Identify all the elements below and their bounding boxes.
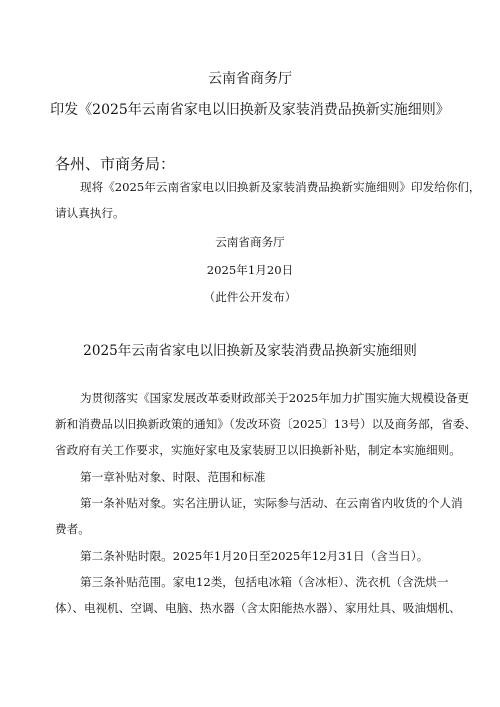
intro-line-2: 新和消费品以旧换新政策的通知》（发改环资〔2025〕13号）以及商务部，省委、 (55, 417, 477, 431)
chapter-heading: 第一章补贴对象、时限、范围和标准 (80, 470, 266, 484)
intro-line-3: 省政府有关工作要求，实施好家电及家装厨卫以旧换新补贴，制定本实施细则。 (55, 443, 461, 457)
notice-paragraph-line-2: 请认真执行。 (55, 206, 125, 220)
rules-title: 2025年云南省家电以旧换新及家装消费品换新实施细则 (83, 343, 417, 359)
article-1-line-2: 费者。 (55, 522, 90, 536)
salutation: 各州、市商务局： (55, 155, 176, 173)
issuer-heading: 云南省商务厅 (208, 71, 292, 87)
publication-note: （此件公开发布） (203, 290, 297, 304)
signature-org: 云南省商务厅 (215, 235, 285, 249)
article-1-line-1: 第一条补贴对象。实名注册认证，实际参与活动、在云南省内收货的个人消 (80, 496, 463, 510)
notice-title: 印发《2025年云南省家电以旧换新及家装消费品换新实施细则》 (50, 102, 450, 118)
notice-paragraph-line-1: 现将《2025年云南省家电以旧换新及家装消费品换新实施细则》印发给你们， (80, 180, 481, 194)
article-3-line-2: 体）、电视机、空调、电脑、热水器（含太阳能热水器）、家用灶具、吸油烟机、 (55, 601, 461, 615)
intro-line-1: 为贯彻落实《国家发展改革委财政部关于2025年加力扩围实施大规模设备更 (80, 391, 469, 405)
article-3-line-1: 第三条补贴范围。家电12类，包括电冰箱（含冰柜）、洗衣机（含洗烘一 (80, 575, 449, 589)
article-2: 第二条补贴时限。2025年1月20日至2025年12月31日（含当日）。 (80, 549, 429, 563)
signature-date: 2025年1月20日 (206, 263, 294, 277)
